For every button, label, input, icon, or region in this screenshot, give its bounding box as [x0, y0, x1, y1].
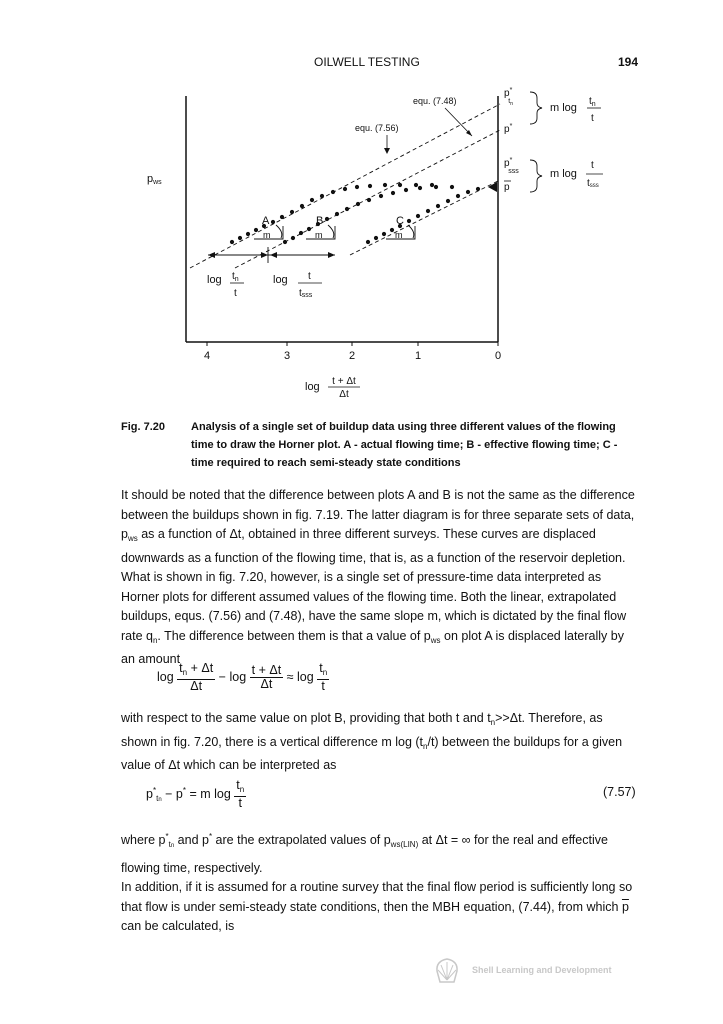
data-point [290, 210, 294, 214]
data-point [383, 183, 387, 187]
data-point [414, 183, 418, 187]
arrow-head [261, 252, 268, 258]
subscript: n [423, 741, 428, 751]
x-tick-label: 4 [203, 350, 211, 362]
footer-logo [432, 956, 612, 984]
slope-arc [276, 225, 282, 238]
data-point [476, 187, 480, 191]
data-point [310, 198, 314, 202]
data-point [355, 185, 359, 189]
data-point [398, 183, 402, 187]
data-point [345, 207, 349, 211]
brace-lower [530, 160, 542, 192]
subscript: ws [127, 534, 138, 543]
text-run: with respect to the same value on plot B, providing that both t and t [121, 711, 491, 725]
equ-756-label: equ. (7.56) [355, 123, 399, 133]
text-run: at Δt = ∞ for the real and effective flowing time, respectively. [121, 833, 608, 875]
label-c: C [396, 215, 404, 227]
x-tick-label: 1 [414, 350, 422, 362]
fraction: $\frac{t_n}{t}$ [236, 778, 245, 810]
log-label: log [207, 274, 222, 286]
data-point [446, 199, 450, 203]
data-point [325, 217, 329, 221]
x-tick-label: 2 [348, 350, 356, 362]
data-point [456, 194, 460, 198]
log-symbol: log [157, 669, 174, 684]
data-point [436, 204, 440, 208]
p-star-sss-label: p* sss [504, 157, 519, 175]
slope-m-a: m [263, 230, 271, 240]
data-point [416, 214, 420, 218]
data-point [450, 185, 454, 189]
data-point [368, 184, 372, 188]
subscript: ws(LIN) [390, 840, 419, 849]
arrow-head [328, 252, 335, 258]
tsss-label: tsss [299, 288, 313, 299]
data-point [366, 240, 370, 244]
text-run: where p [121, 833, 166, 847]
text-run: In addition, if it is assumed for a routine survey that the final flow period is sufficiently long so that flow is under semi-steady state conditions, then the MBH equation, (7.44), from which [121, 880, 633, 914]
t-label: t [591, 160, 594, 171]
x-axis-label-den: Δt [339, 389, 349, 400]
data-point [367, 198, 371, 202]
text-run: as a function of Δt, obtained in three different surveys. These curves are displaced downwards as a function of the flowing time, that is, as a function of the reservoir depletion. What is shown in fig. 7.20, however, is a single set of pressure-time data interpreted as Horner plots for different assumed values of the flowing time. Both the linear, extrapolated buildups, equs. (7.56) and (7.48), have the same slope m, which is dictated by the final flow rate q [121, 527, 627, 643]
data-point [379, 194, 383, 198]
text-run: on plot A is displaced laterally by an amount [121, 628, 624, 666]
p-bar-label: p [504, 182, 510, 193]
fraction: $\frac{t_n + \Delta t}{\Delta t}$ [179, 661, 214, 693]
superscript: * [165, 832, 169, 841]
data-point [246, 232, 250, 236]
p-star-tn-label: p* $t_n$ [504, 87, 514, 107]
text-run: /t) between the buildups for a given value of Δt which can be interpreted as [121, 734, 623, 772]
x-axis-label-num: t + Δt [332, 376, 356, 387]
data-point [343, 187, 347, 191]
caption-label: Fig. 7.20 [121, 421, 166, 433]
slope-m-c: m [395, 230, 403, 240]
approx-sign: ≈ [286, 669, 294, 684]
subscript: n [170, 843, 175, 849]
arrow-head [270, 252, 277, 258]
data-point [434, 185, 438, 189]
tsss-label: tsss [587, 178, 599, 189]
x-axis-label-log: log [305, 381, 320, 393]
data-point [238, 236, 242, 240]
data-point [335, 212, 339, 216]
extrapolation-line-c [350, 180, 500, 255]
p-bar-arrow [488, 182, 497, 192]
x-tick-label: 3 [283, 350, 291, 362]
log-label: log [273, 274, 288, 286]
figure-7-20 [0, 0, 723, 400]
p-star-label: p* [504, 123, 513, 135]
data-point [300, 204, 304, 208]
log-symbol: log [229, 669, 247, 684]
p-bar: $\overline{p}$ [621, 899, 629, 914]
t-label: t [234, 288, 237, 299]
label-b: B [316, 215, 324, 227]
data-point [307, 227, 311, 231]
arrow-head [384, 148, 390, 154]
text-run: It should be noted that the difference between plots A and B is not the same as the difference between the buildups shown in fig. 7.19. The latter diagram is for three separate sets of data, p [121, 488, 635, 541]
data-point [271, 220, 275, 224]
subscript: ws [430, 635, 441, 645]
brace-upper [530, 92, 542, 124]
log-symbol: log [297, 669, 314, 684]
shell-logo-icon [432, 956, 462, 984]
paragraph [121, 709, 641, 776]
data-point [390, 228, 394, 232]
data-point [466, 190, 470, 194]
running-header-title: OILWELL TESTING [314, 55, 420, 69]
tn-label: $t_n$ [589, 96, 596, 108]
tn-label: $t_n$ [232, 271, 239, 283]
t-label: t [591, 113, 594, 124]
subscript: t [168, 840, 171, 849]
subscript: n [152, 635, 158, 645]
text-run: are the extrapolated values of p [212, 833, 391, 847]
t-label: t [308, 271, 311, 282]
subscript: n [490, 718, 496, 727]
equ-748-label: equ. (7.48) [413, 96, 457, 106]
paragraph [121, 486, 641, 670]
slope-arc [408, 225, 414, 238]
text-run: >>Δt. Therefore, as shown in fig. 7.20, there is a vertical difference m log (t [121, 711, 603, 749]
y-axis-label: pws [147, 173, 162, 186]
data-point [426, 209, 430, 213]
equation-number: (7.57) [603, 785, 636, 799]
equation-7-57: $p^*_{tn} - p^* = m$ log $\frac{t_n}{t}$ [146, 778, 245, 810]
slope-arc [328, 225, 334, 238]
data-point [283, 240, 287, 244]
data-point [299, 231, 303, 235]
data-point [230, 240, 234, 244]
paragraph [121, 878, 641, 937]
equation-displacement [157, 662, 329, 693]
minus-sign: − [218, 669, 226, 684]
data-point [418, 186, 422, 190]
text-run: can be calculated, is [121, 919, 235, 933]
caption-text: Analysis of a single set of buildup data using three different values of the flowing time to draw the Horner plot. A - actual flowing time; B - effective flowing time; C - time required to reach semi-steady state conditions [191, 421, 618, 469]
slope-m-b: m [315, 230, 323, 240]
data-point [382, 232, 386, 236]
fraction: $\frac{t_n}{t}$ [319, 661, 328, 693]
data-point [407, 219, 411, 223]
data-point [356, 202, 360, 206]
m-log-label-upper: m log [550, 102, 577, 114]
paragraph [121, 826, 641, 879]
x-tick-label: 0 [494, 350, 502, 362]
data-point [430, 183, 434, 187]
m-log-label-lower: m log [550, 168, 577, 180]
text-run: and p [174, 833, 209, 847]
data-point [331, 190, 335, 194]
data-point [280, 215, 284, 219]
text-run: . The difference between them is that a value of p [157, 628, 431, 643]
superscript: * [208, 832, 213, 841]
data-point [291, 236, 295, 240]
footer-logo-text: Shell Learning and Development [472, 965, 612, 975]
data-point [404, 188, 408, 192]
data-point [391, 191, 395, 195]
data-point [374, 236, 378, 240]
label-a: A [262, 215, 270, 227]
data-point [254, 228, 258, 232]
fraction: $\frac{t + \Delta t}{\Delta t}$ [251, 663, 282, 691]
page-number: 194 [618, 55, 639, 69]
data-point [320, 194, 324, 198]
